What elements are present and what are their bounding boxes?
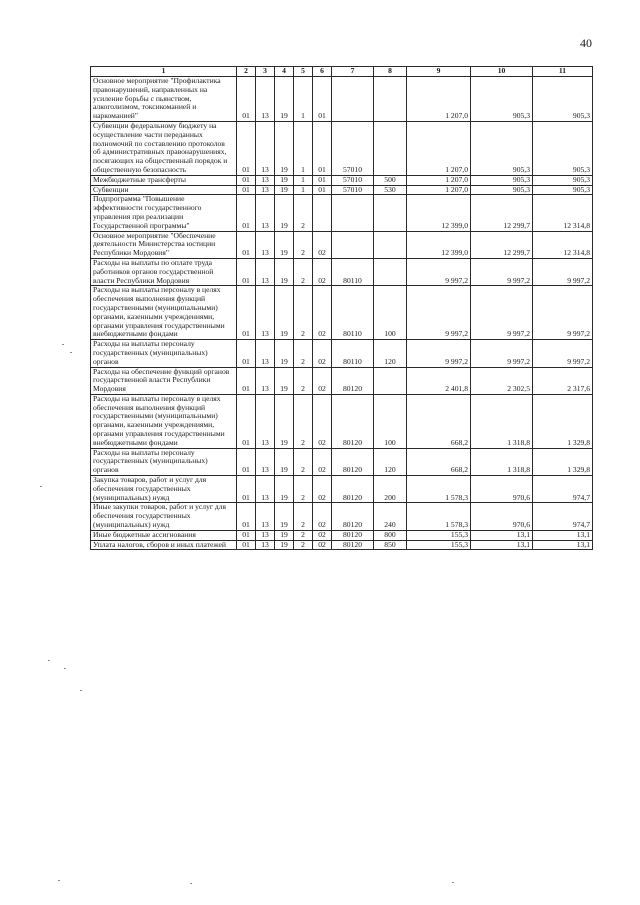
amount-cell-9: 9 997,2 [407, 258, 471, 285]
amount-cell-10: 905,3 [471, 77, 533, 122]
code-cell-5: 2 [294, 195, 313, 231]
code-cell-2: 01 [237, 367, 256, 394]
code-cell-3: 13 [256, 503, 275, 530]
amount-cell-11: 9 997,2 [533, 286, 593, 340]
row-name-cell: Подпрограмма "Повышение эффективности государственного управления при реализации Государственной программы" [91, 195, 237, 231]
code-cell-2: 01 [237, 476, 256, 503]
code-cell-8: 120 [374, 448, 407, 475]
row-name-cell: Уплата налогов, сборов и иных платежей [91, 540, 237, 550]
amount-cell-11: 9 997,2 [533, 340, 593, 367]
code-cell-4: 19 [275, 175, 294, 185]
column-header-6: 6 [313, 67, 332, 77]
amount-cell-11: 9 997,2 [533, 258, 593, 285]
code-cell-8 [374, 195, 407, 231]
amount-cell-11: 974,7 [533, 503, 593, 530]
amount-cell-11: 905,3 [533, 185, 593, 195]
amount-cell-11: 905,3 [533, 77, 593, 122]
row-name-cell: Расходы на выплаты персоналу государственных (муниципальных) органов [91, 340, 237, 367]
scan-speck [452, 882, 454, 883]
code-cell-3: 13 [256, 476, 275, 503]
amount-cell-10: 9 997,2 [471, 340, 533, 367]
code-cell-6 [313, 195, 332, 231]
code-cell-8: 120 [374, 340, 407, 367]
column-header-10: 10 [471, 67, 533, 77]
code-cell-2: 01 [237, 503, 256, 530]
code-cell-4: 19 [275, 448, 294, 475]
amount-cell-10: 2 302,5 [471, 367, 533, 394]
table-row [91, 530, 593, 540]
code-cell-4: 19 [275, 121, 294, 175]
code-cell-8 [374, 258, 407, 285]
scan-speck [40, 486, 42, 487]
table-row [91, 195, 593, 231]
header-row [91, 67, 593, 77]
code-cell-3: 13 [256, 530, 275, 540]
code-cell-3: 13 [256, 121, 275, 175]
code-cell-7: 80110 [332, 286, 374, 340]
code-cell-7: 80110 [332, 340, 374, 367]
table-row [91, 340, 593, 367]
code-cell-4: 19 [275, 540, 294, 550]
table-row [91, 175, 593, 185]
code-cell-5: 1 [294, 175, 313, 185]
row-name-cell: Расходы на выплаты по оплате труда работников органов государственной власти Республики Мордовия [91, 258, 237, 285]
code-cell-6: 02 [313, 540, 332, 550]
code-cell-4: 19 [275, 185, 294, 195]
scan-speck [70, 352, 72, 353]
code-cell-5: 2 [294, 448, 313, 475]
code-cell-3: 13 [256, 540, 275, 550]
code-cell-2: 01 [237, 286, 256, 340]
code-cell-6: 02 [313, 231, 332, 258]
amount-cell-10: 12 299,7 [471, 231, 533, 258]
amount-cell-9: 2 401,8 [407, 367, 471, 394]
scan-speck [190, 883, 192, 884]
amount-cell-9: 9 997,2 [407, 340, 471, 367]
amount-cell-10: 9 997,2 [471, 286, 533, 340]
amount-cell-10: 970,6 [471, 503, 533, 530]
code-cell-7: 57010 [332, 185, 374, 195]
code-cell-8: 500 [374, 175, 407, 185]
code-cell-5: 2 [294, 540, 313, 550]
code-cell-7 [332, 195, 374, 231]
code-cell-4: 19 [275, 231, 294, 258]
amount-cell-10: 13,1 [471, 540, 533, 550]
code-cell-7: 80120 [332, 394, 374, 448]
amount-cell-9: 155,3 [407, 530, 471, 540]
code-cell-5: 2 [294, 530, 313, 540]
code-cell-6: 01 [313, 77, 332, 122]
column-header-4: 4 [275, 67, 294, 77]
row-name-cell: Субвенции федеральному бюджету на осуществление части переданных полномочий по составлению протоколов об административных правонарушениях, посягающих на общественный порядок и общественную безопасность [91, 121, 237, 175]
code-cell-5: 1 [294, 77, 313, 122]
amount-cell-9: 12 399,0 [407, 195, 471, 231]
table-row [91, 540, 593, 550]
code-cell-7: 80120 [332, 530, 374, 540]
amount-cell-10: 970,6 [471, 476, 533, 503]
budget-table [90, 66, 593, 550]
code-cell-7: 80120 [332, 540, 374, 550]
code-cell-8: 530 [374, 185, 407, 195]
code-cell-2: 01 [237, 195, 256, 231]
code-cell-8: 240 [374, 503, 407, 530]
amount-cell-10: 1 318,8 [471, 394, 533, 448]
scan-speck [62, 344, 64, 345]
code-cell-4: 19 [275, 340, 294, 367]
table-row [91, 476, 593, 503]
amount-cell-9: 1 207,0 [407, 77, 471, 122]
code-cell-6: 01 [313, 185, 332, 195]
amount-cell-11: 1 329,8 [533, 448, 593, 475]
code-cell-7: 57010 [332, 175, 374, 185]
amount-cell-10: 13,1 [471, 530, 533, 540]
code-cell-8: 100 [374, 286, 407, 340]
code-cell-7: 57010 [332, 121, 374, 175]
code-cell-4: 19 [275, 195, 294, 231]
code-cell-3: 13 [256, 185, 275, 195]
code-cell-7: 80120 [332, 448, 374, 475]
scan-speck [48, 660, 50, 661]
table-row [91, 258, 593, 285]
code-cell-6: 01 [313, 175, 332, 185]
scan-speck [80, 690, 82, 691]
column-header-3: 3 [256, 67, 275, 77]
code-cell-7 [332, 231, 374, 258]
code-cell-5: 2 [294, 286, 313, 340]
amount-cell-9: 668,2 [407, 448, 471, 475]
code-cell-3: 13 [256, 77, 275, 122]
code-cell-3: 13 [256, 367, 275, 394]
code-cell-8: 100 [374, 394, 407, 448]
amount-cell-11: 2 317,6 [533, 367, 593, 394]
amount-cell-9: 9 997,2 [407, 286, 471, 340]
amount-cell-9: 1 578,3 [407, 476, 471, 503]
code-cell-3: 13 [256, 175, 275, 185]
code-cell-3: 13 [256, 340, 275, 367]
amount-cell-11: 13,1 [533, 540, 593, 550]
code-cell-2: 01 [237, 394, 256, 448]
code-cell-5: 2 [294, 231, 313, 258]
code-cell-7: 80120 [332, 367, 374, 394]
amount-cell-11: 974,7 [533, 476, 593, 503]
code-cell-3: 13 [256, 394, 275, 448]
row-name-cell: Расходы на выплаты персоналу государственных (муниципальных) органов [91, 448, 237, 475]
amount-cell-9: 1 207,0 [407, 121, 471, 175]
code-cell-3: 13 [256, 286, 275, 340]
code-cell-7: 80120 [332, 476, 374, 503]
code-cell-4: 19 [275, 530, 294, 540]
column-header-2: 2 [237, 67, 256, 77]
code-cell-6: 02 [313, 258, 332, 285]
column-header-5: 5 [294, 67, 313, 77]
column-header-8: 8 [374, 67, 407, 77]
code-cell-4: 19 [275, 394, 294, 448]
column-header-1: 1 [91, 67, 237, 77]
scan-speck [58, 880, 60, 881]
amount-cell-11: 12 314,8 [533, 195, 593, 231]
row-name-cell: Расходы на выплаты персоналу в целях обеспечения выполнения функций государственными (муниципальными) органами, казенными учреждениями, органами управления государственными внебюджетными фондами [91, 286, 237, 340]
code-cell-5: 1 [294, 121, 313, 175]
code-cell-8: 200 [374, 476, 407, 503]
code-cell-3: 13 [256, 258, 275, 285]
column-header-9: 9 [407, 67, 471, 77]
code-cell-8 [374, 231, 407, 258]
code-cell-6: 02 [313, 530, 332, 540]
code-cell-4: 19 [275, 286, 294, 340]
code-cell-2: 01 [237, 121, 256, 175]
code-cell-5: 1 [294, 185, 313, 195]
table-row [91, 121, 593, 175]
code-cell-6: 02 [313, 286, 332, 340]
code-cell-5: 2 [294, 394, 313, 448]
code-cell-2: 01 [237, 340, 256, 367]
table-row [91, 394, 593, 448]
column-header-7: 7 [332, 67, 374, 77]
code-cell-6: 02 [313, 503, 332, 530]
code-cell-2: 01 [237, 231, 256, 258]
amount-cell-9: 12 399,0 [407, 231, 471, 258]
table-header [91, 67, 593, 77]
code-cell-5: 2 [294, 503, 313, 530]
code-cell-5: 2 [294, 340, 313, 367]
code-cell-3: 13 [256, 195, 275, 231]
code-cell-3: 13 [256, 231, 275, 258]
code-cell-6: 02 [313, 448, 332, 475]
code-cell-2: 01 [237, 530, 256, 540]
amount-cell-11: 1 329,8 [533, 394, 593, 448]
row-name-cell: Основное мероприятие "Профилактика правонарушений, направленных на усиление борьбы с пьянством, алкоголизмом, токсикоманией и наркоманией" [91, 77, 237, 122]
row-name-cell: Расходы на обеспечение функций органов государственной власти Республики Мордовия [91, 367, 237, 394]
table-row [91, 367, 593, 394]
amount-cell-11: 905,3 [533, 175, 593, 185]
amount-cell-10: 9 997,2 [471, 258, 533, 285]
row-name-cell: Закупка товаров, работ и услуг для обеспечения государственных (муниципальных) нужд [91, 476, 237, 503]
amount-cell-10: 905,3 [471, 185, 533, 195]
table-row [91, 286, 593, 340]
amount-cell-11: 12 314,8 [533, 231, 593, 258]
code-cell-2: 01 [237, 77, 256, 122]
code-cell-7 [332, 77, 374, 122]
table-body [91, 77, 593, 550]
code-cell-4: 19 [275, 258, 294, 285]
code-cell-8: 800 [374, 530, 407, 540]
code-cell-4: 19 [275, 476, 294, 503]
amount-cell-11: 905,3 [533, 121, 593, 175]
row-name-cell: Расходы на выплаты персоналу в целях обеспечения выполнения функций государственными (муниципальными) органами, казенными учреждениями, органами управления государственными внебюджетными фондами [91, 394, 237, 448]
code-cell-4: 19 [275, 503, 294, 530]
code-cell-6: 02 [313, 394, 332, 448]
page-number: 40 [580, 36, 592, 50]
code-cell-4: 19 [275, 367, 294, 394]
amount-cell-9: 155,3 [407, 540, 471, 550]
code-cell-5: 2 [294, 258, 313, 285]
code-cell-6: 02 [313, 476, 332, 503]
code-cell-2: 01 [237, 448, 256, 475]
code-cell-3: 13 [256, 448, 275, 475]
row-name-cell: Иные закупки товаров, работ и услуг для обеспечения государственных (муниципальных) нужд [91, 503, 237, 530]
code-cell-8 [374, 367, 407, 394]
row-name-cell: Субвенции [91, 185, 237, 195]
code-cell-5: 2 [294, 367, 313, 394]
code-cell-8: 850 [374, 540, 407, 550]
amount-cell-10: 1 318,8 [471, 448, 533, 475]
amount-cell-10: 905,3 [471, 175, 533, 185]
table-row [91, 77, 593, 122]
table-row [91, 231, 593, 258]
code-cell-6: 02 [313, 367, 332, 394]
code-cell-8 [374, 121, 407, 175]
amount-cell-10: 905,3 [471, 121, 533, 175]
table-row [91, 503, 593, 530]
code-cell-2: 01 [237, 185, 256, 195]
code-cell-5: 2 [294, 476, 313, 503]
column-header-11: 11 [533, 67, 593, 77]
code-cell-2: 01 [237, 540, 256, 550]
code-cell-7: 80110 [332, 258, 374, 285]
code-cell-6: 01 [313, 121, 332, 175]
code-cell-2: 01 [237, 175, 256, 185]
code-cell-8 [374, 77, 407, 122]
row-name-cell: Межбюджетные трансферты [91, 175, 237, 185]
code-cell-6: 02 [313, 340, 332, 367]
amount-cell-9: 668,2 [407, 394, 471, 448]
row-name-cell: Основное мероприятие "Обеспечение деятельности Министерства юстиции Республики Мордовия" [91, 231, 237, 258]
amount-cell-9: 1 207,0 [407, 185, 471, 195]
amount-cell-9: 1 578,3 [407, 503, 471, 530]
scan-speck [64, 668, 66, 669]
table-row [91, 448, 593, 475]
row-name-cell: Иные бюджетные ассигнования [91, 530, 237, 540]
code-cell-7: 80120 [332, 503, 374, 530]
code-cell-2: 01 [237, 258, 256, 285]
amount-cell-10: 12 299,7 [471, 195, 533, 231]
amount-cell-11: 13,1 [533, 530, 593, 540]
amount-cell-9: 1 207,0 [407, 175, 471, 185]
code-cell-4: 19 [275, 77, 294, 122]
